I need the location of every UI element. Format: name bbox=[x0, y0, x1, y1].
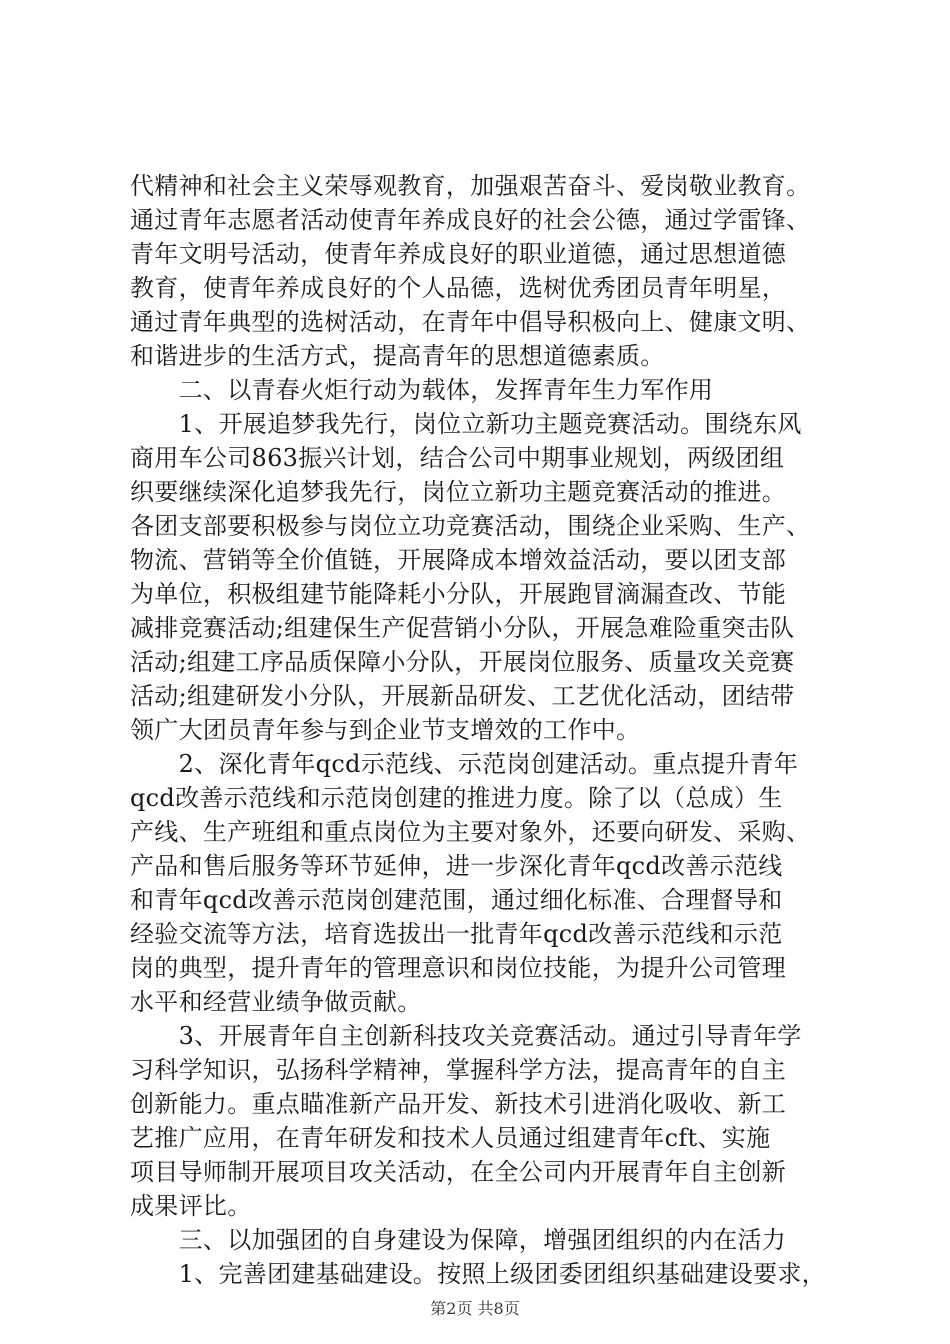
text-line: 通过青年志愿者活动使青年养成良好的社会公德，通过学雷锋、 bbox=[130, 206, 811, 234]
text-line: 领广大团员青年参与到企业节支增效的工作中。 bbox=[130, 716, 641, 744]
text-line: 青年文明号活动，使青年养成良好的职业道德，通过思想道德 bbox=[130, 240, 787, 268]
text-line: 代精神和社会主义荣辱观教育，加强艰苦奋斗、爱岗敬业教育。 bbox=[130, 172, 811, 200]
text-line: 1、完善团建基础建设。按照上级团委团组织基础建设要求， bbox=[130, 1260, 826, 1288]
text-line: 和青年qcd改善示范岗创建范围，通过细化标准、合理督导和 bbox=[130, 886, 783, 914]
text-line: 通过青年典型的选树活动，在青年中倡导积极向上、健康文明、 bbox=[130, 308, 811, 336]
text-line: 活动;组建工序品质保障小分队，开展岗位服务、质量攻关竞赛 bbox=[130, 648, 795, 676]
text-line: 物流、营销等全价值链，开展降成本增效益活动，要以团支部 bbox=[130, 546, 787, 574]
text-line: 创新能力。重点瞄准新产品开发、新技术引进消化吸收、新工 bbox=[130, 1090, 787, 1118]
text-line: 商用车公司863振兴计划，结合公司中期事业规划，两级团组 bbox=[130, 444, 785, 472]
text-line: 织要继续深化追梦我先行，岗位立新功主题竞赛活动的推进。 bbox=[130, 478, 787, 506]
text-line: 为单位，积极组建节能降耗小分队，开展跑冒滴漏查改、节能 bbox=[130, 580, 787, 608]
text-line: 2、深化青年qcd示范线、示范岗创建活动。重点提升青年 bbox=[130, 750, 799, 778]
text-line: 1、开展追梦我先行，岗位立新功主题竞赛活动。围绕东风 bbox=[130, 410, 802, 438]
section-heading: 二、以青春火炬行动为载体，发挥青年生力军作用 bbox=[130, 376, 714, 404]
text-line: 经验交流等方法，培育选拔出一批青年qcd改善示范线和示范 bbox=[130, 920, 783, 948]
text-line: 教育，使青年养成良好的个人品德，选树优秀团员青年明星， bbox=[130, 274, 787, 302]
text-line: 产品和售后服务等环节延伸，进一步深化青年qcd改善示范线 bbox=[130, 852, 783, 880]
page-number-footer: 第2页 共8页 bbox=[430, 1299, 520, 1318]
text-line: 成果评比。 bbox=[130, 1192, 252, 1220]
text-line: 水平和经营业绩争做贡献。 bbox=[130, 988, 422, 1016]
text-line: 各团支部要积极参与岗位立功竞赛活动，围绕企业采购、生产、 bbox=[130, 512, 811, 540]
text-line: 岗的典型，提升青年的管理意识和岗位技能，为提升公司管理 bbox=[130, 954, 787, 982]
text-line: qcd改善示范线和示范岗创建的推进力度。除了以（总成）生 bbox=[130, 784, 783, 812]
text-line: 艺推广应用，在青年研发和技术人员通过组建青年cft、实施 bbox=[130, 1124, 771, 1152]
text-line: 3、开展青年自主创新科技攻关竞赛活动。通过引导青年学 bbox=[130, 1022, 802, 1050]
text-line: 产线、生产班组和重点岗位为主要对象外，还要向研发、采购、 bbox=[130, 818, 811, 846]
text-line: 习科学知识，弘扬科学精神，掌握科学方法，提高青年的自主 bbox=[130, 1056, 787, 1084]
text-line: 活动;组建研发小分队，开展新品研发、工艺优化活动，团结带 bbox=[130, 682, 795, 710]
section-heading: 三、以加强团的自身建设为保障，增强团组织的内在活力 bbox=[130, 1226, 787, 1254]
text-line: 和谐进步的生活方式，提高青年的思想道德素质。 bbox=[130, 342, 665, 370]
text-line: 减排竞赛活动;组建保生产促营销小分队，开展急难险重突击队 bbox=[130, 614, 795, 642]
text-line: 项目导师制开展项目攻关活动，在全公司内开展青年自主创新 bbox=[130, 1158, 787, 1186]
